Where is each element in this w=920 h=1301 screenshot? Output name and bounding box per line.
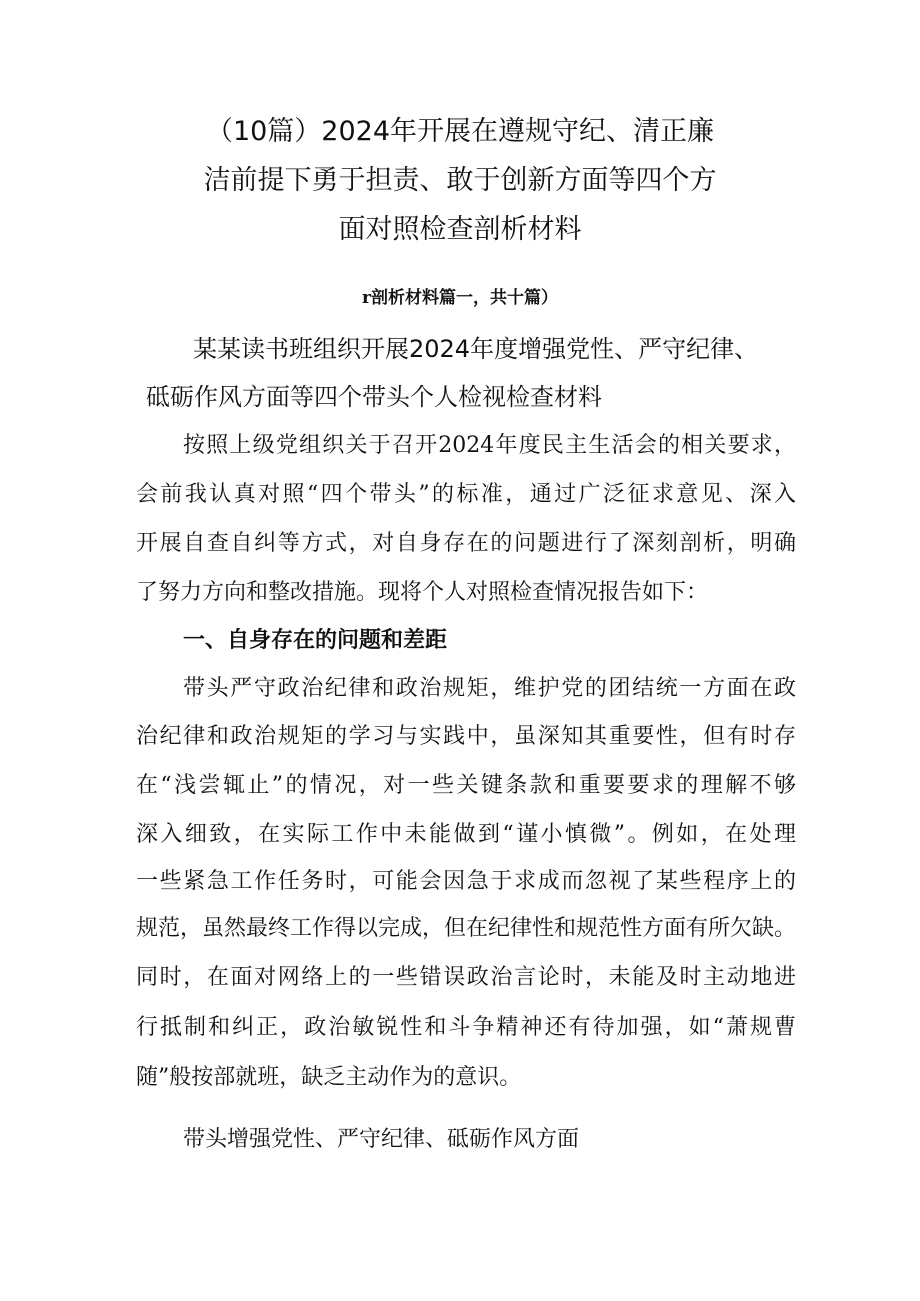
section-one-paragraph-line: 带头严守政治纪律和政治规矩，维护党的团结统一方面在政 — [183, 676, 796, 701]
trailing-paragraph-line: 带头增强党性、严守纪律、砥砺作风方面 — [183, 1127, 580, 1152]
document-title-line-1: （10篇）2024年开展在遵规守纪、清正廉 — [205, 116, 715, 147]
section-one-paragraph-line: 一些紧急工作任务时，可能会因急于求成而忽视了某些程序上的 — [136, 869, 796, 894]
intro-paragraph-line: 按照上级党组织关于召开2024年度民主生活会的相关要求， — [183, 433, 796, 458]
section-one-paragraph-line: 深入细致，在实际工作中未能做到“谨小慎微”。例如，在处理 — [136, 822, 796, 847]
document-title-line-3: 面对照检查剖析材料 — [338, 214, 582, 245]
intro-paragraph-line: 会前我认真对照“四个带头”的标准，通过广泛征求意见、深入 — [136, 482, 796, 507]
section-title-line-1: 某某读书班组织开展2024年度增强党性、严守纪律、 — [193, 335, 759, 363]
section-one-heading: 一、自身存在的问题和差距 — [183, 627, 448, 653]
intro-paragraph-line: 开展自查自纠等方式，对自身存在的问题进行了深刻剖析，明确 — [136, 531, 796, 556]
intro-paragraph-line: 了努力方向和整改措施。现将个人对照检查情况报告如下： — [136, 580, 709, 605]
document-title-line-2: 洁前提下勇于担责、敢于创新方面等四个方 — [203, 165, 717, 196]
section-title-line-2: 砥砺作风方面等四个带头个人检视检查材料 — [146, 383, 602, 411]
section-one-paragraph-line: 治纪律和政治规矩的学习与实践中，虽深知其重要性，但有时存 — [136, 724, 796, 749]
section-one-paragraph-line: 随”般按部就班，缺乏主动作为的意识。 — [136, 1065, 522, 1090]
document-subtitle: r剖析材料篇一，共十篇） — [362, 288, 558, 308]
section-one-paragraph-line: 行抵制和纠正，政治敏锐性和斗争精神还有待加强，如“萧规曹 — [136, 1015, 796, 1040]
section-one-paragraph-line: 同时，在面对网络上的一些错误政治言论时，未能及时主动地进 — [136, 965, 796, 990]
section-one-paragraph-line: 规范，虽然最终工作得以完成，但在纪律性和规范性方面有所欠缺。 — [136, 916, 797, 941]
section-one-paragraph-line: 在“浅尝辄止”的情况，对一些关键条款和重要要求的理解不够 — [136, 773, 796, 798]
